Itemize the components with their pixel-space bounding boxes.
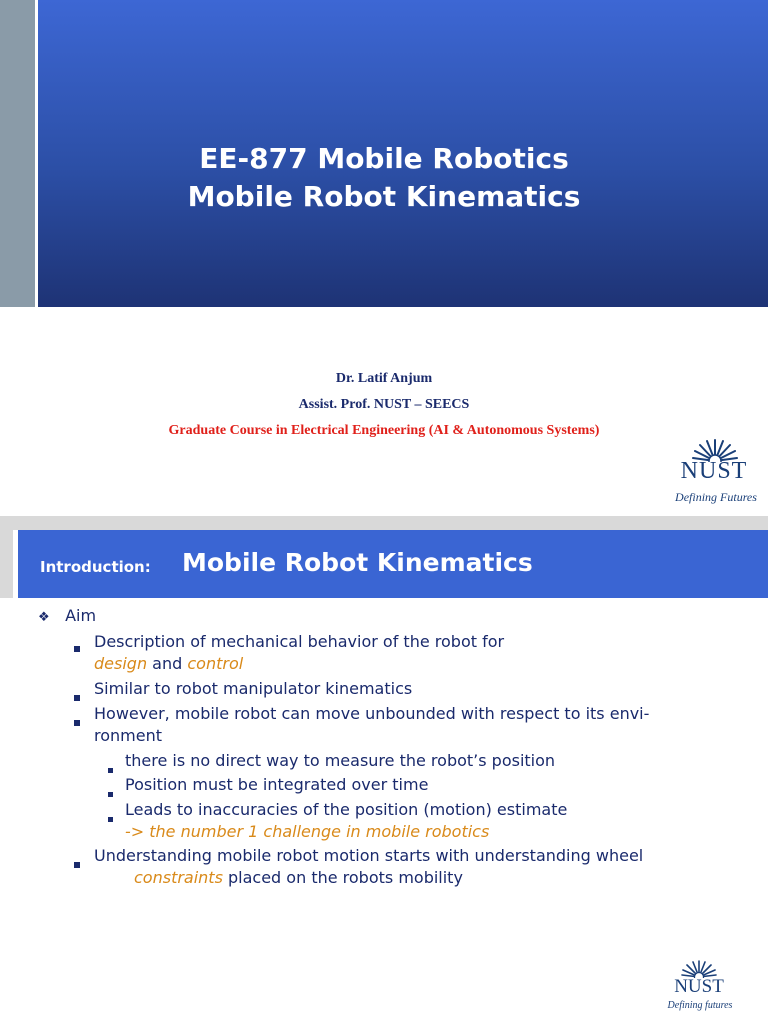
- challenge-note: -> the number 1 challenge in mobile robotics: [125, 822, 490, 841]
- presenter-info: [0, 366, 768, 444]
- list-item: [74, 853, 80, 872]
- bullet-text: Description of mechanical behavior of the robot for: [94, 632, 505, 651]
- logo-tagline: Defining Futures: [675, 490, 757, 504]
- bullet-text-continued: [134, 868, 463, 887]
- square-bullet-icon: [74, 695, 80, 701]
- slide-title: [0, 140, 768, 216]
- bullet-text-continued: ronment: [94, 726, 162, 745]
- square-bullet-icon: [74, 720, 80, 726]
- logo-wordmark: NUST: [680, 458, 748, 484]
- bullet-text: However, mobile robot can move unbounded with respect to its envi-: [94, 704, 650, 723]
- list-item: [74, 686, 80, 705]
- slide-heading: Mobile Robot Kinematics: [182, 548, 533, 577]
- list-item: [74, 711, 80, 730]
- list-item-aim: [38, 606, 96, 625]
- logo-wordmark: NUST: [674, 976, 724, 997]
- emphasis-design: design: [94, 654, 148, 673]
- conjunction: and: [147, 654, 188, 673]
- nust-logo: [664, 438, 768, 508]
- logo-tagline: Defining futures: [667, 1000, 733, 1011]
- square-bullet-icon: [74, 646, 80, 652]
- bullet-text: Understanding mobile robot motion starts with understanding wheel: [94, 846, 644, 865]
- square-bullet-icon: [74, 862, 80, 868]
- bullet-text-tail: placed on the robots mobility: [222, 868, 463, 887]
- sub-bullet-text: there is no direct way to measure the robot’s position: [125, 751, 556, 770]
- sub-bullet-text: Position must be integrated over time: [125, 775, 429, 794]
- square-bullet-icon: [108, 768, 113, 773]
- square-bullet-icon: [108, 817, 113, 822]
- bullet-text: Similar to robot manipulator kinematics: [94, 679, 413, 698]
- course-title: EE-877 Mobile Robotics: [199, 142, 569, 175]
- sub-list-item: [108, 782, 113, 801]
- content-slide: [0, 530, 768, 1024]
- header-side-strip: [0, 530, 13, 598]
- bullet-text-continued: [94, 654, 243, 673]
- author-position: Assist. Prof. NUST – SEECS: [298, 397, 470, 412]
- sub-list-item: [108, 758, 113, 777]
- emphasis-control: control: [187, 654, 244, 673]
- sub-list-item: [108, 807, 113, 826]
- aim-label: Aim: [65, 606, 97, 625]
- nust-logo-small: [664, 960, 734, 1014]
- lecture-title: Mobile Robot Kinematics: [187, 180, 581, 213]
- author-name: Dr. Latif Anjum: [335, 371, 433, 386]
- square-bullet-icon: [108, 792, 113, 797]
- slide-separator: [0, 516, 768, 530]
- diamond-bullet-icon: ❖: [38, 610, 50, 625]
- course-description: Graduate Course in Electrical Engineering (AI & Autonomous Systems): [168, 423, 600, 438]
- section-label: Introduction:: [40, 558, 151, 576]
- emphasis-constraints: constraints: [134, 868, 223, 887]
- sub-bullet-text: Leads to inaccuracies of the position (motion) estimate: [125, 800, 568, 819]
